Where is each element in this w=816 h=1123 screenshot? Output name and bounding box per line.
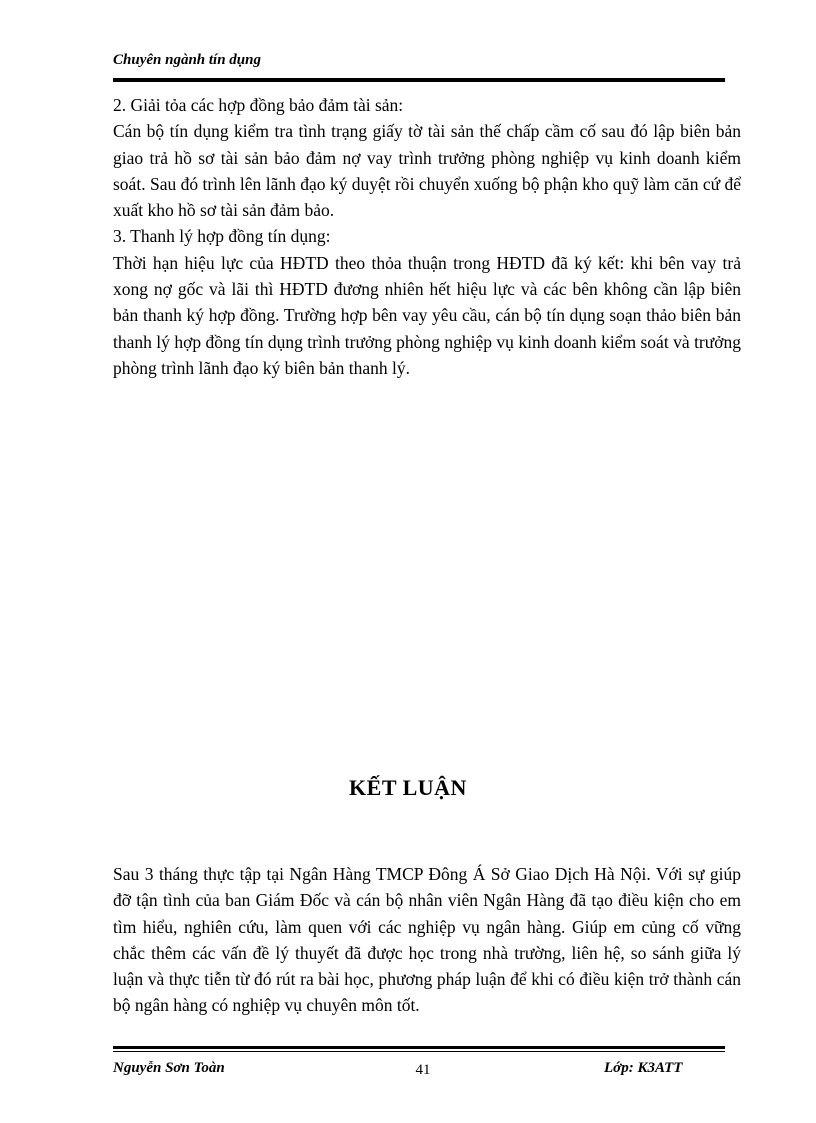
section-heading-contract-liquidation: 3. Thanh lý hợp đồng tín dụng: (113, 226, 331, 247)
running-header: Chuyên ngành tín dụng (113, 52, 261, 68)
paragraph-release-collateral: Cán bộ tín dụng kiểm tra tình trạng giấy tờ tài sản thế chấp cầm cố sau đó lập biên bản giao trả hồ sơ tài sản bảo đảm nợ vay trình trưởng phòng nghiệp vụ kinh doanh kiểm soát. Sau đó trình lên lãnh đạo ký duyệt rồi chuyển xuống bộ phận kho quỹ làm căn cứ để xuất kho hồ sơ tài sản đảm bảo. (113, 121, 741, 221)
page-number: 41 (415, 1062, 431, 1078)
footer-author: Nguyễn Sơn Toàn (113, 1060, 225, 1076)
conclusion-paragraph: Sau 3 tháng thực tập tại Ngân Hàng TMCP Đông Á Sở Giao Dịch Hà Nội. Với sự giúp đỡ tận tình của ban Giám Đốc và cán bộ nhân viên Ngân Hàng đã tạo điều kiện cho em tìm hiểu, nghiên cứu, làm quen với các nghiệp vụ ngân hàng. Giúp em củng cố vững chắc thêm các vấn đề lý thuyết đã được học trong nhà trường, liên hệ, so sánh giữa lý luận và thực tiễn từ đó rút ra bài học, phương pháp luận để khi có điều kiện trở thành cán bộ ngân hàng có nghiệp vụ chuyên môn tốt. (113, 864, 741, 1016)
header-rule (113, 76, 725, 82)
paragraph-contract-liquidation: Thời hạn hiệu lực của HĐTD theo thỏa thuận trong HĐTD đã ký kết: khi bên vay trả xong nợ gốc và lãi thì HĐTD đương nhiên hết hiệu lực và các bên không cần lập biên bản thanh ký hợp đồng. Trường hợp bên vay yêu cầu, cán bộ tín dụng soạn thảo biên bản thanh lý hợp đồng tín dụng trình trưởng phòng nghiệp vụ kinh doanh kiểm soát và trưởng phòng trình lãnh đạo ký biên bản thanh lý. (113, 252, 741, 378)
section-heading-release-collateral: 2. Giải tỏa các hợp đồng bảo đảm tài sản: (113, 95, 404, 115)
conclusion-section (113, 861, 741, 1019)
section-top (113, 92, 741, 381)
conclusion-heading: KẾT LUẬN (349, 775, 467, 800)
footer-class: Lớp: K3ATT (604, 1060, 683, 1076)
footer-rule (113, 1046, 725, 1052)
